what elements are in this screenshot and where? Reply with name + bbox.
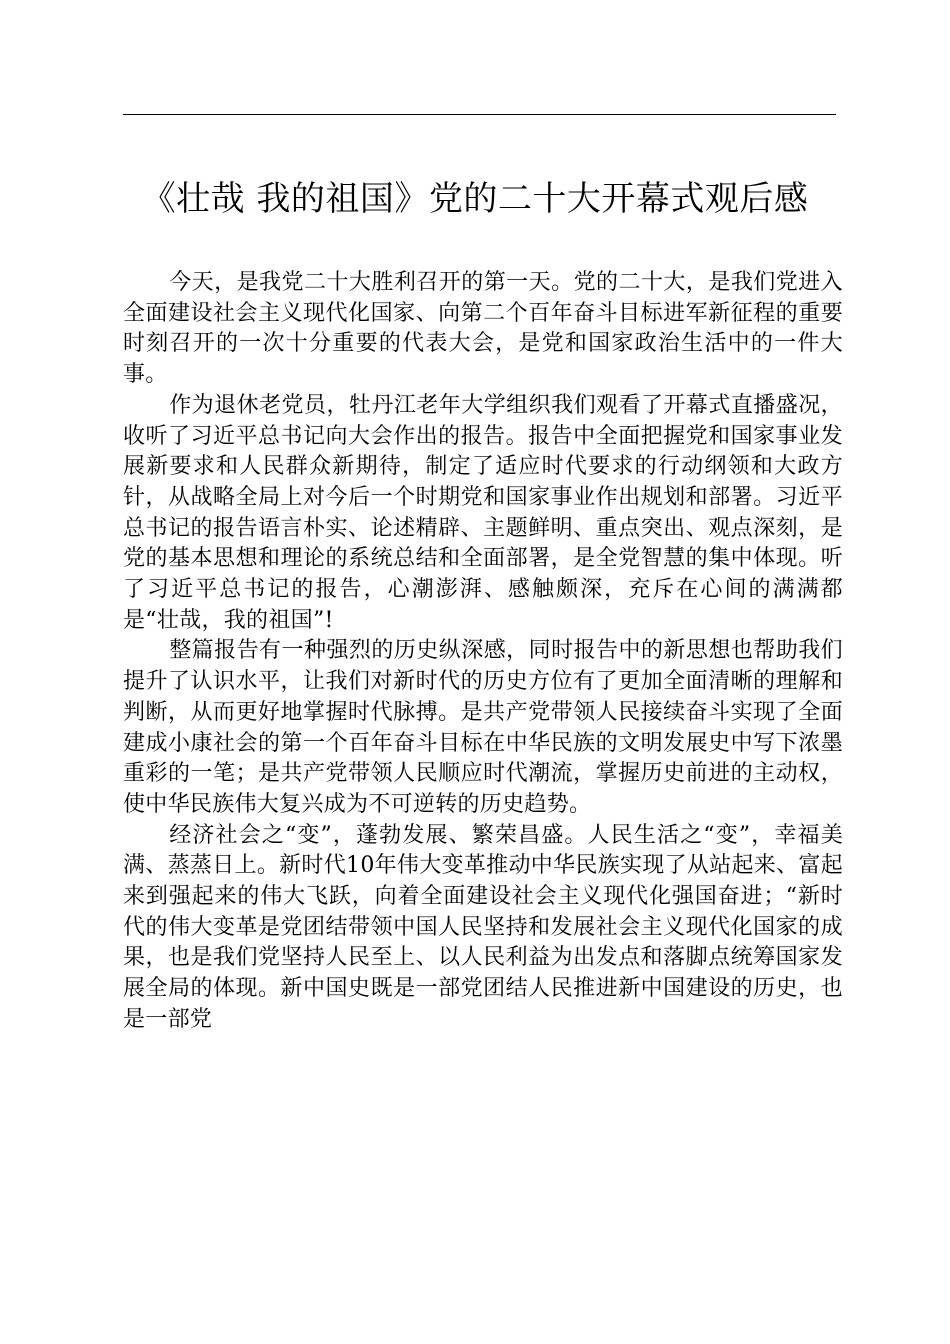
- paragraph: 整篇报告有一种强烈的历史纵深感，同时报告中的新思想也帮助我们提升了认识水平，让我们对新时代的历史方位有了更加全面清晰的理解和判断，从而更好地掌握时代脉搏。是共产党带领人民接续奋斗实现了全面建成小康社会的第一个百年奋斗目标在中华民族的文明发展史中写下浓墨重彩的一笔；是共产党带领人民顺应时代潮流，掌握历史前进的主动权，使中华民族伟大复兴成为不可逆转的历史趋势。: [123, 638, 843, 817]
- header-rule: [123, 114, 836, 115]
- paragraph: 今天，是我党二十大胜利召开的第一天。党的二十大，是我们党进入全面建设社会主义现代化国家、向第二个百年奋斗目标进军新征程的重要时刻召开的一次十分重要的代表大会，是党和国家政治生活中的一件大事。: [123, 270, 843, 388]
- paragraph: 经济社会之“变”，蓬勃发展、繁荣昌盛。人民生活之“变”，幸福美满、蒸蒸日上。新时代10年伟大变革推动中华民族实现了从站起来、富起来到强起来的伟大飞跃，向着全面建设社会主义现代化强国奋进；“新时代的伟大变革是党团结带领中国人民坚持和发展社会主义现代化国家的成果，也是我们党坚持人民至上、以人民利益为出发点和落脚点统筹国家发展全局的体现。新中国史既是一部党团结人民推进新中国建设的历史，也是一部党: [123, 822, 843, 1032]
- document-body: [123, 268, 843, 1036]
- paragraph: 作为退休老党员，牡丹江老年大学组织我们观看了开幕式直播盛况，收听了习近平总书记向大会作出的报告。报告中全面把握党和国家事业发展新要求和人民群众新期待，制定了适应时代要求的行动纲领和大政方针，从战略全局上对今后一个时期党和国家事业作出规划和部署。习近平总书记的报告语言朴实、论述精辟、主题鲜明、重点突出、观点深刻，是党的基本思想和理论的系统总结和全面部署，是全党智慧的集中体现。听了习近平总书记的报告，心潮澎湃、感触颇深，充斥在心间的满满都是“壮哉，我的祖国”!: [123, 392, 843, 633]
- document-title: 《壮哉 我的祖国》党的二十大开幕式观后感: [141, 179, 809, 219]
